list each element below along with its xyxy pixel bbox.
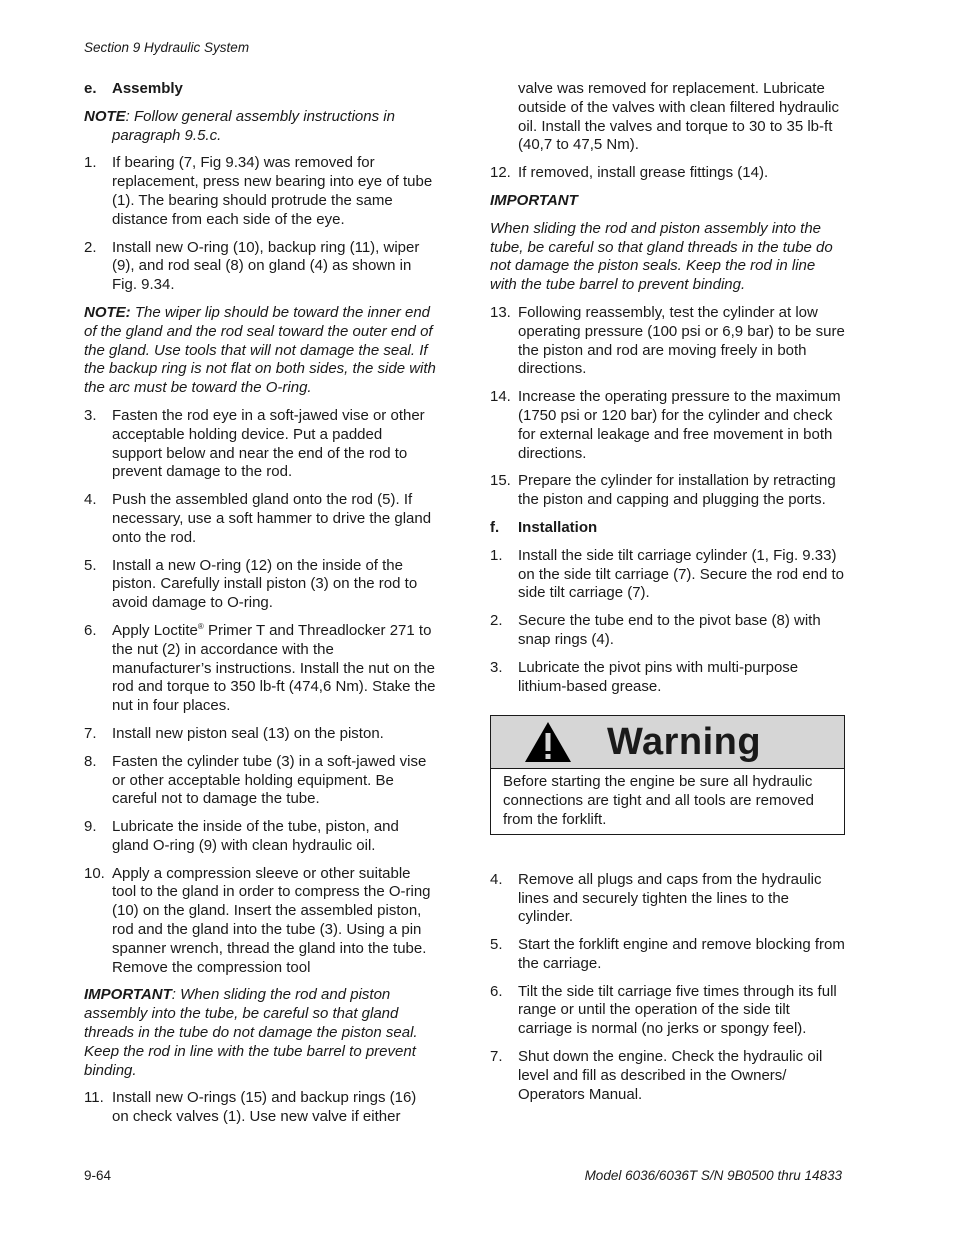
step-text: Fasten the cylinder tube (3) in a soft-jawed vise or other acceptable holding equipment. Be careful not to damage the tube. <box>112 752 427 808</box>
warning-text: Before starting the engine be sure all hydraulic connections are tight and all tools are removed from the forklift. <box>503 773 815 828</box>
step-number: 2. <box>490 612 503 630</box>
list-item <box>490 983 846 1039</box>
step-number: 8. <box>84 752 97 770</box>
important-text: When sliding the rod and piston assembly into the tube, be careful so that gland threads in the tube do not damage the piston seals. Keep the rod in line with the tube barrel to prevent binding. <box>490 219 833 294</box>
step-text: Push the assembled gland onto the rod (5). If necessary, use a soft hammer to drive the gland onto the rod. <box>112 491 432 546</box>
important-note <box>84 986 436 1080</box>
steps-list-d <box>84 1089 436 1127</box>
list-item <box>84 557 436 613</box>
step-text: Following reassembly, test the cylinder at low operating pressure (100 psi or 6,9 bar) to be sure the piston and rod are moving freely in both directions. <box>518 303 845 378</box>
note-general <box>84 108 436 146</box>
important-text: : When sliding the rod and piston assembly into the tube, be careful so that gland threads in the tube do not damage the piston seal. Keep the rod in line with the tube barrel to prevent binding. <box>84 986 418 1079</box>
step-text: valve was removed for replacement. Lubricate outside of the valves with clean filtered hydraulic oil. Install the valves and torque to 30 to 35 lb-ft (40,7 to 47,5 Nm). <box>518 80 840 154</box>
list-item <box>490 304 846 379</box>
important-title: IMPORTANT <box>490 191 578 209</box>
step-text: Secure the tube end to the pivot base (8) with snap rings (4). <box>518 612 821 648</box>
step-number: 4. <box>84 491 97 509</box>
note-lead: NOTE <box>84 107 126 125</box>
list-item <box>490 659 846 697</box>
list-item <box>84 753 436 809</box>
left-column <box>84 80 436 1136</box>
list-item <box>84 407 436 482</box>
list-item <box>490 388 846 463</box>
step-number: 14. <box>490 388 511 406</box>
step-number: 4. <box>490 870 503 888</box>
list-item <box>490 936 846 974</box>
steps-list-test <box>490 304 846 510</box>
step-number: 1. <box>490 546 503 564</box>
loctite-text: Apply Loctite <box>112 621 198 639</box>
warning-title: Warning <box>607 720 762 763</box>
list-item-continued <box>518 80 846 155</box>
list-item <box>490 871 846 927</box>
warning-triangle-icon <box>523 720 573 764</box>
step-text: Lubricate the pivot pins with multi-purpose lithium-based grease. <box>518 658 799 695</box>
step-text: Install new O-rings (15) and backup rings (16) on check valves (1). Use new valve if either <box>112 1089 417 1126</box>
note-text: : Follow general assembly instructions in paragraph 9.5.c. <box>112 107 395 144</box>
right-column <box>490 80 846 1113</box>
list-item <box>84 818 436 856</box>
step-text: Increase the operating pressure to the maximum (1750 psi or 120 bar) for the cylinder and check for external leakage and free movement in both directions. <box>518 388 841 462</box>
step-number: 11. <box>84 1089 104 1107</box>
step-number: 9. <box>84 818 97 836</box>
heading-letter: e. <box>84 80 97 97</box>
note-wiper <box>84 304 436 398</box>
step-text: Start the forklift engine and remove blocking from the carriage. <box>518 936 845 972</box>
list-item <box>84 1089 436 1127</box>
steps-list-final <box>490 871 846 1105</box>
list-item <box>490 547 846 603</box>
model-footer: Model 6036/6036T S/N 9B0500 thru 14833 <box>584 1168 842 1183</box>
step-text: Lubricate the inside of the tube, piston, and gland O-ring (9) with clean hydraulic oil. <box>112 818 399 854</box>
steps-list-continued <box>490 80 846 183</box>
step-text: If bearing (7, Fig 9.34) was removed for replacement, press new bearing into eye of tube (1). The bearing should protrude the same distance from each side of the eye. <box>112 154 433 228</box>
warning-box <box>490 715 845 834</box>
step-number: 1. <box>84 154 97 172</box>
list-item <box>84 491 436 547</box>
step-number: 12. <box>490 164 511 182</box>
step-text: Fasten the rod eye in a soft-jawed vise or other acceptable holding device. Put a padded support below and near the end of the rod to prevent damage to the rod. <box>112 406 425 481</box>
heading-title: Assembly <box>112 80 183 97</box>
step-number: 15. <box>490 472 511 490</box>
installation-heading <box>490 519 846 538</box>
step-number: 2. <box>84 238 97 256</box>
step-text: Install new O-ring (10), backup ring (11), wiper (9), and rod seal (8) on gland (4) as shown in Fig. 9.34. <box>112 238 420 294</box>
list-item <box>84 725 436 744</box>
step-text: Shut down the engine. Check the hydraulic oil level and fill as described in the Owners/ Operators Manual. <box>518 1048 823 1103</box>
steps-list-install <box>490 547 846 697</box>
list-item <box>84 154 436 229</box>
step-number: 6. <box>490 982 503 1000</box>
spacer <box>490 835 846 871</box>
step-text: Install a new O-ring (12) on the inside of the piston. Carefully install piston (3) on the rod to avoid damage to O-ring. <box>112 556 418 612</box>
step-text: Remove all plugs and caps from the hydraulic lines and securely tighten the lines to the cylinder. <box>518 870 822 926</box>
assembly-heading <box>84 80 436 99</box>
step-number: 7. <box>84 724 97 742</box>
step-text: Apply a compression sleeve or other suitable tool to the gland in order to compress the O-ring (10) on the gland. Insert the assembled piston, rod and the gland into the tube (3). Using a pin spanner wrench, thread the gland into the tube. Remove the compression tool <box>112 864 431 976</box>
heading-title: Installation <box>518 518 598 536</box>
page-number: 9-64 <box>84 1168 112 1183</box>
heading-letter: f. <box>490 518 500 536</box>
step-text: Install the side tilt carriage cylinder (1, Fig. 9.33) on the side tilt carriage (7). Secure the rod end to side tilt carriage (7). <box>518 546 845 602</box>
important-lead: IMPORTANT <box>84 986 172 1004</box>
list-item <box>490 612 846 650</box>
step-text: Prepare the cylinder for installation by retracting the piston and capping and plugging the ports. <box>518 472 836 509</box>
page-header: Section 9 Hydraulic System <box>84 40 250 55</box>
step-number: 10. <box>84 864 105 882</box>
registered-mark: ® <box>197 621 204 631</box>
step-text <box>112 622 436 716</box>
step-number: 6. <box>84 621 97 639</box>
list-item <box>490 164 846 183</box>
step-text: If removed, install grease fittings (14). <box>518 164 769 182</box>
step-number: 3. <box>490 658 503 676</box>
list-item <box>490 1048 846 1104</box>
step-text-rest: Primer T and Threadlocker 271 to the nut (2) in accordance with the manufacturer’s instructions. Install the nut on the rod and torque to 350 lb-ft (474,6 Nm). Stake the nut in four places. <box>112 621 436 715</box>
step-text: Tilt the side tilt carriage five times through its full range or until the operation of the side tilt carriage is normal (no jerks or spongy feel). <box>518 982 837 1038</box>
steps-list-a <box>84 154 436 295</box>
list-item <box>490 472 846 510</box>
note-text: The wiper lip should be toward the inner end of the gland and the rod seal toward the outer end of the gland. Use tools that will not damage the seal. If the backup ring is not flat on both sides, the side with the arc must be toward the O-ring. <box>84 303 436 397</box>
warning-header <box>491 716 844 769</box>
list-item <box>84 622 436 716</box>
note-lead: NOTE: <box>84 303 131 321</box>
step-number: 3. <box>84 406 97 424</box>
step-number: 7. <box>490 1048 503 1066</box>
steps-list-b <box>84 407 436 978</box>
step-number: 13. <box>490 303 511 321</box>
list-item <box>84 865 436 978</box>
step-number: 5. <box>490 936 503 954</box>
list-item <box>84 239 436 295</box>
step-text: Install new piston seal (13) on the piston. <box>112 724 384 742</box>
step-number: 5. <box>84 556 97 574</box>
